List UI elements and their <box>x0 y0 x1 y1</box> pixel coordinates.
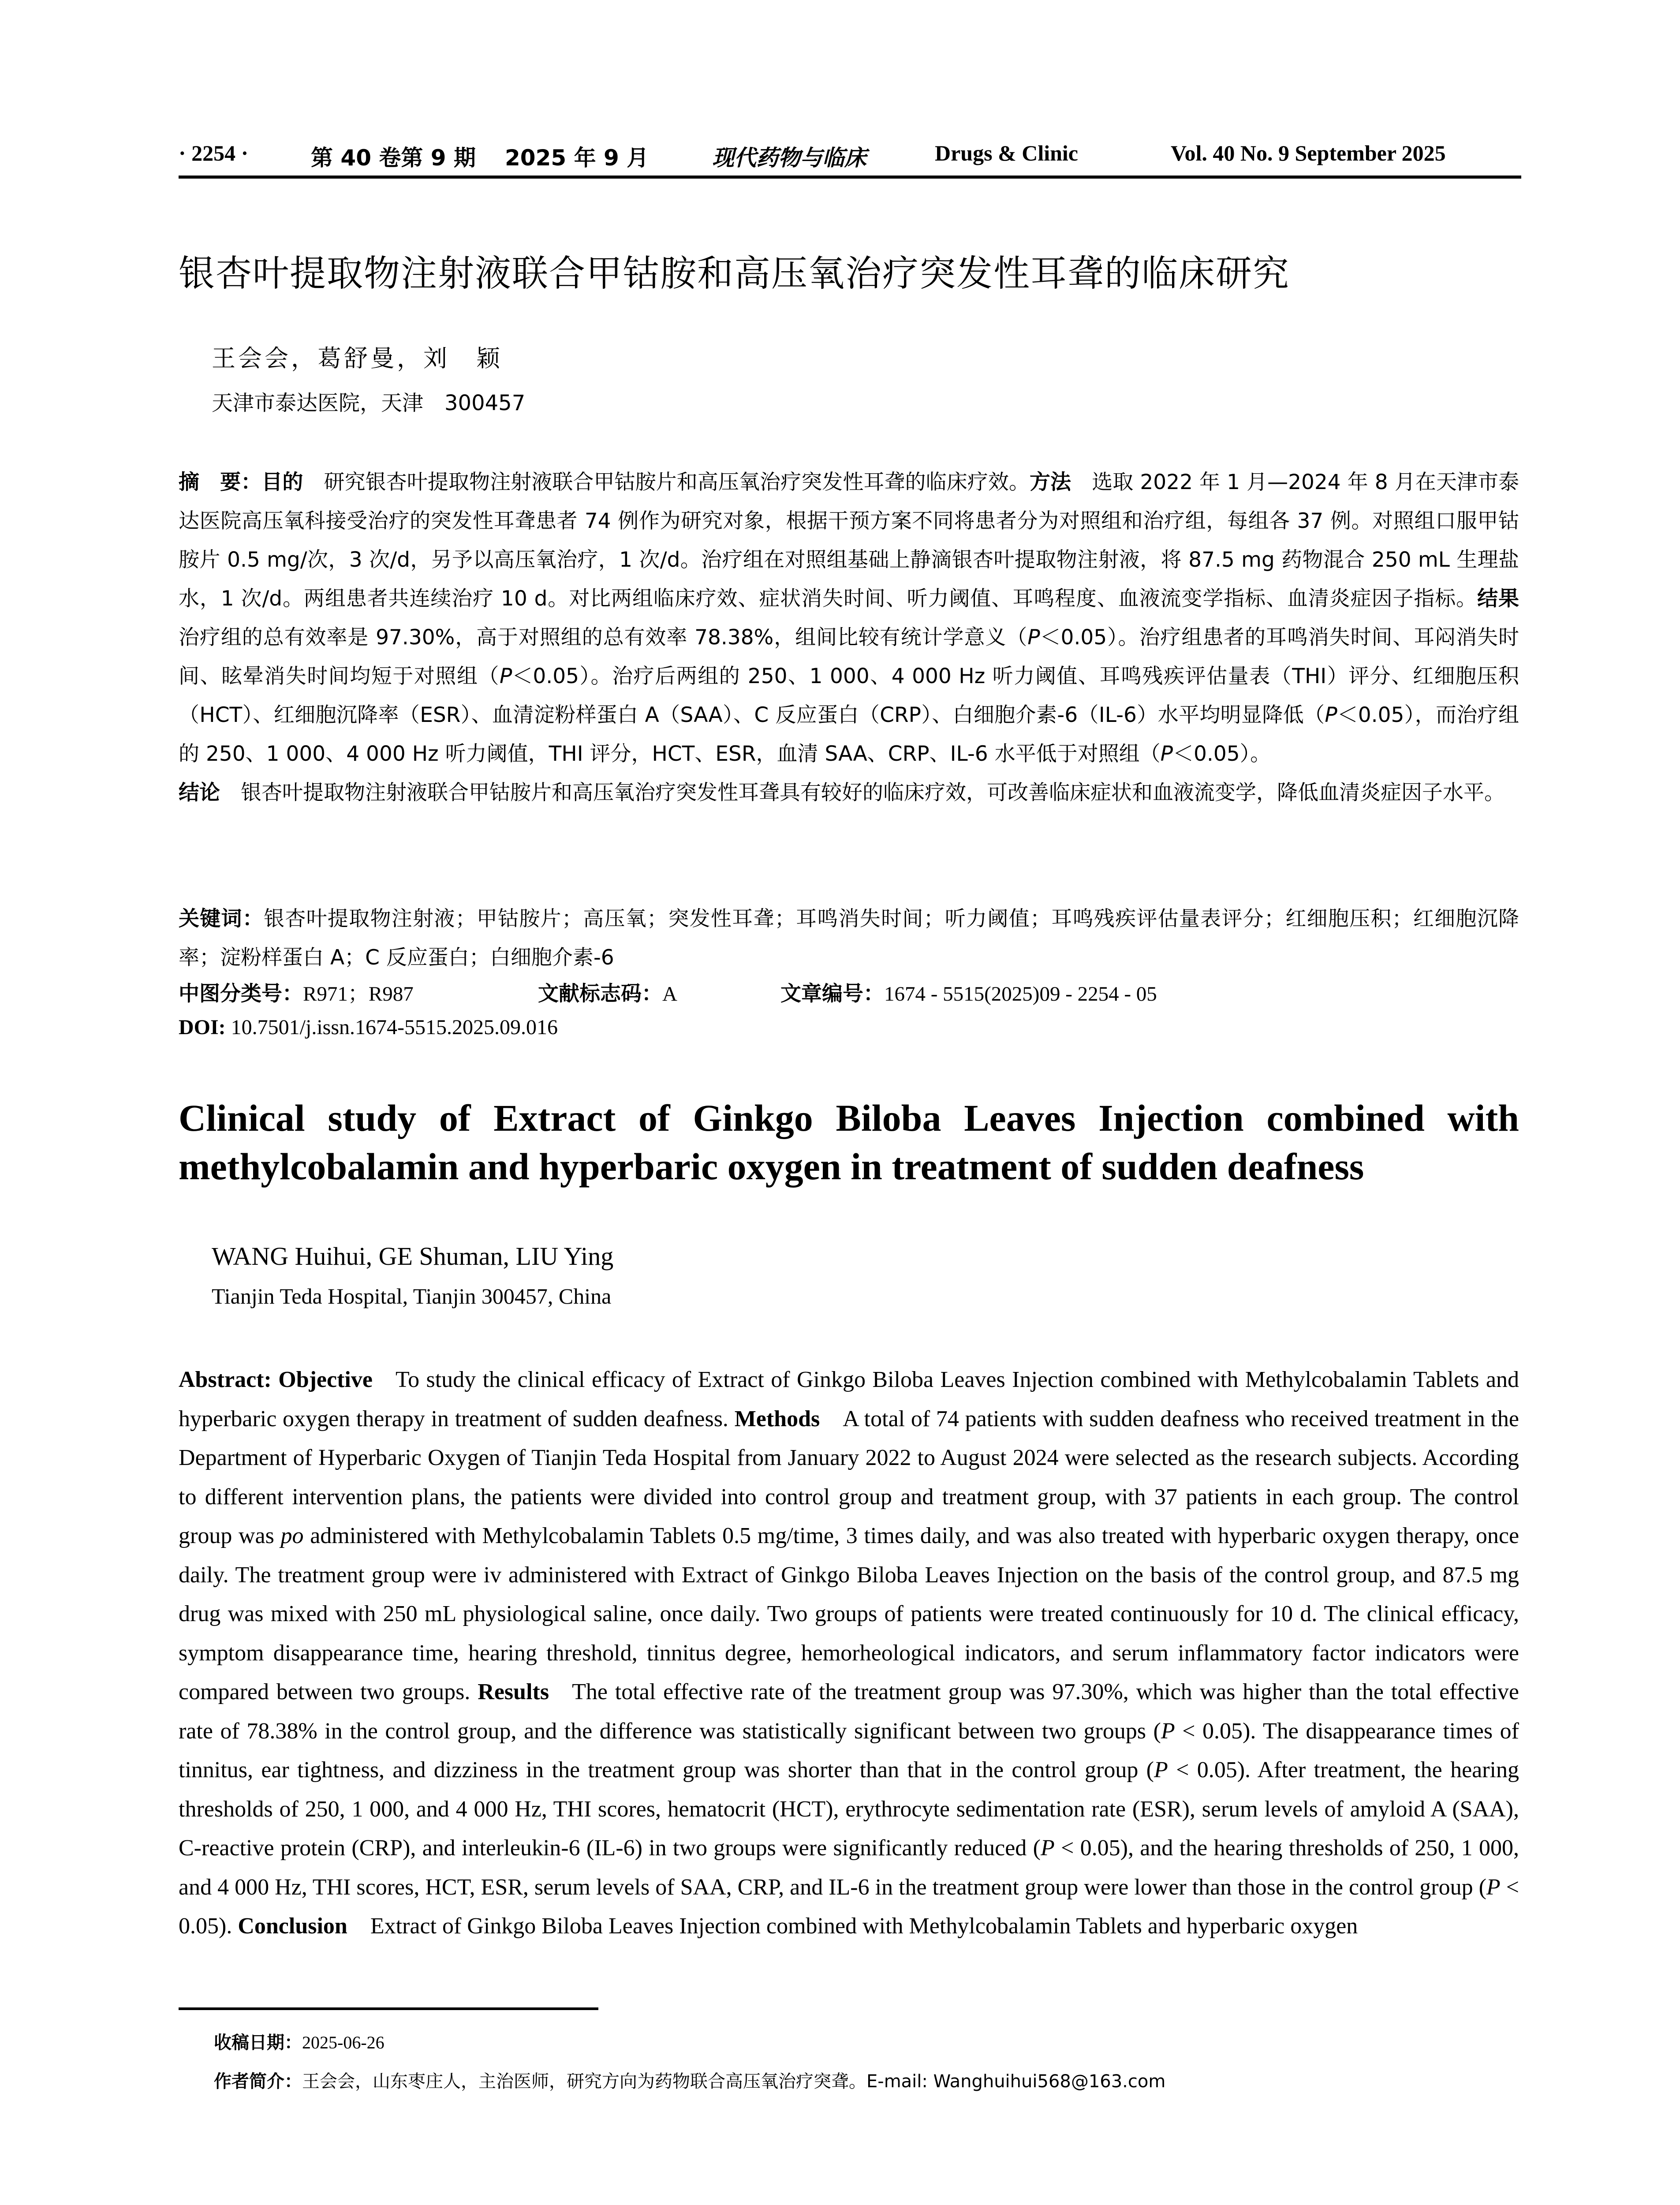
article-number-value: 1674 - 5515(2025)09 - 2254 - 05 <box>884 983 1157 1005</box>
abstract-cn <box>179 463 1519 812</box>
methods-label-en: Methods <box>734 1406 820 1431</box>
results-text-cn: ＜0.05）。治疗组患者的耳鸣消失时间、耳闷消失时间、眩晕消失时间均短于对照组（ <box>179 625 1519 688</box>
results-text-en: The total effective rate of the treatment group was 97.30%, which was higher than the total effective rate of 78.38% in the control group, and the difference was statistically significant between two groups ( <box>179 1679 1519 1744</box>
abstract-en <box>179 1360 1519 1946</box>
authors-en: WANG Huihui, GE Shuman, LIU Ying <box>212 1242 614 1271</box>
publication-date-cn: 2025 年 9 月 <box>505 145 649 171</box>
objective-text-cn: 研究银杏叶提取物注射液联合甲钴胺片和高压氧治疗突发性耳聋的临床疗效。 <box>324 470 1030 494</box>
keywords-text-cn: 银杏叶提取物注射液；甲钴胺片；高压氧；突发性耳聋；耳鸣消失时间；听力阈值；耳鸣残疾评估量表评分；红细胞压积；红细胞沉降率；淀粉样蛋白 A；C 反应蛋白；白细胞介素-6 <box>179 907 1519 970</box>
p-symbol: P <box>1027 625 1040 650</box>
header-rule <box>179 176 1521 179</box>
document-code-value: A <box>662 983 677 1005</box>
article-title-cn: 银杏叶提取物注射液联合甲钴胺和高压氧治疗突发性耳聋的临床研究 <box>179 253 1290 295</box>
conclusion-text-en: Extract of Ginkgo Biloba Leaves Injection combined with Methylcobalamin Tablets and hyperbaric oxygen <box>370 1913 1358 1939</box>
p-symbol: P <box>1161 1718 1175 1744</box>
document-code <box>538 977 677 1007</box>
objective-text-en: To study the clinical efficacy of Extract of Ginkgo Biloba Leaves Injection combined with Methylcobalamin Tablets and hyperbaric oxygen therapy in treatment of sudden deafness. <box>179 1367 1519 1431</box>
results-text-cn: ＜0.05）。 <box>1173 742 1271 766</box>
volume-issue-cn: 第 40 卷第 9 期 <box>311 145 476 171</box>
keywords-label-cn: 关键词： <box>179 907 264 931</box>
results-text-cn: ＜0.05）。治疗后两组的 250、1 000、4 000 Hz 听力阈值、耳鸣残疾评估量表（THI）评分、红细胞压积（HCT）、红细胞沉降率（ESR）、血清淀粉样蛋白 A（SAA）、C 反应蛋白（CRP）、白细胞介素-6（IL-6）水平均明显降低（ <box>179 664 1519 727</box>
abstract-label-cn: 摘 要： <box>179 470 262 494</box>
conclusion-label-cn: 结论 <box>179 781 220 805</box>
p-symbol: P <box>1486 1874 1501 1900</box>
conclusion-text-cn: 银杏叶提取物注射液联合甲钴胺片和高压氧治疗突发性耳聋具有较好的临床疗效，可改善临床症状和血液流变学，降低血清炎症因子水平。 <box>241 781 1505 805</box>
conclusion-label-en: Conclusion <box>238 1913 347 1939</box>
clc-value: R971；R987 <box>303 983 414 1005</box>
clc-number <box>179 977 414 1007</box>
methods-label-cn: 方法 <box>1029 470 1071 494</box>
results-text-cn: 治疗组的总有效率是 97.30%，高于对照组的总有效率 78.38%，组间比较有统计学意义（ <box>179 625 1028 650</box>
clc-label: 中图分类号： <box>179 982 303 1006</box>
article-title-en: Clinical study of Extract of Ginkgo Biloba Leaves Injection combined with methylcobalamin and hyperbaric oxygen in treatment of sudden deafness <box>179 1097 1519 1188</box>
footnote-rule <box>179 2007 598 2010</box>
running-header <box>179 140 1521 171</box>
article-number-label: 文章编号： <box>780 982 884 1006</box>
footnote-author-bio <box>214 2067 1165 2093</box>
journal-name-en: Drugs & Clinic <box>935 141 1078 165</box>
p-symbol: P <box>1325 703 1337 727</box>
results-label-en: Results <box>478 1679 549 1704</box>
doi <box>179 1015 558 1039</box>
author-bio-value: 王会会，山东枣庄人，主治医师，研究方向为药物联合高压氧治疗突聋。E-mail: Wanghuihui568@163.com <box>302 2071 1166 2092</box>
volume-issue-en: Vol. 40 No. 9 September 2025 <box>1171 141 1446 165</box>
affiliation-cn: 天津市泰达医院，天津 300457 <box>212 391 526 415</box>
results-text-en: < 0.05). <box>179 1874 1519 1939</box>
methods-text-cn: 选取 2022 年 1 月—2024 年 8 月在天津市泰达医院高压氧科接受治疗的突发性耳聋患者 74 例作为研究对象，根据干预方案不同将患者分为对照组和治疗组，每组各 37 例。对照组口服甲钴胺片 0.5 mg/次，3 次/d，另予以高压氧治疗，1 次/d。治疗组在对照组基础上静滴银杏叶提取物注射液，将 87.5 mg 药物混合 250 mL 生理盐水，1 次/d。两组患者共连续治疗 10 d。对比两组临床疗效、症状消失时间、听力阈值、耳鸣程度、血液流变学指标、血清炎症因子指标。 <box>179 470 1519 611</box>
results-text-en: < 0.05). After treatment, the hearing thresholds of 250, 1 000, and 4 000 Hz, THI scores, hematocrit (HCT), erythrocyte sedimentation rate (ESR), serum levels of amyloid A (SAA), C-reactive protein (CRP), and interleukin-6 (IL-6) in two groups were significantly reduced ( <box>179 1757 1519 1861</box>
methods-text-en: administered with Methylcobalamin Tablets 0.5 mg/time, 3 times daily, and was also treated with hyperbaric oxygen therapy, once daily. The treatment group were iv administered with Extract of Ginkgo Biloba Leaves Injection on the basis of the control group, and 87.5 mg drug was mixed with 250 mL physiological saline, once daily. Two groups of patients were treated continuously for 10 d. The clinical efficacy, symptom disappearance time, hearing threshold, tinnitus degree, hemorheological indicators, and serum inflammatory factor indicators were compared between two groups. <box>179 1523 1519 1704</box>
results-label-cn: 结果 <box>1477 587 1519 611</box>
results-text-cn: ＜0.05），而治疗组的 250、1 000、4 000 Hz 听力阈值，THI 评分，HCT、ESR，血清 SAA、CRP、IL-6 水平低于对照组（ <box>179 703 1519 766</box>
author-bio-label: 作者简介： <box>214 2071 302 2092</box>
authors-cn: 王会会，葛舒曼，刘 颖 <box>212 344 503 372</box>
p-symbol: P <box>1160 742 1173 766</box>
doi-label: DOI: <box>179 1016 226 1039</box>
doi-value[interactable]: 10.7501/j.issn.1674-5515.2025.09.016 <box>231 1016 558 1039</box>
methods-text-en: A total of 74 patients with sudden deafness who received treatment in the Department of Hyperbaric Oxygen of Tianjin Teda Hospital from January 2022 to August 2024 were selected as the research subjects. According to different intervention plans, the patients were divided into control group and treatment group, with 37 patients in each group. The control group was <box>179 1406 1519 1548</box>
journal-name-cn: 现代药物与临床 <box>712 145 866 171</box>
page-number: · 2254 · <box>179 141 249 165</box>
keywords-cn <box>179 900 1519 977</box>
results-text-en: < 0.05). The disappearance times of tinnitus, ear tightness, and dizziness in the treatment group was shorter than that in the control group ( <box>179 1718 1519 1783</box>
article-number <box>780 977 1157 1007</box>
document-code-label: 文献标志码： <box>538 982 662 1006</box>
results-text-en: < 0.05), and the hearing thresholds of 250, 1 000, and 4 000 Hz, THI scores, HCT, ESR, serum levels of SAA, CRP, and IL-6 in the treatment group were lower than those in the control group ( <box>179 1835 1519 1900</box>
objective-label-cn: 目的 <box>261 470 303 494</box>
abstract-objective-label-en: Abstract: Objective <box>179 1367 373 1392</box>
footnote-received-date <box>214 2029 385 2054</box>
p-symbol: P <box>500 664 512 688</box>
po-abbrev: po <box>280 1523 304 1548</box>
p-symbol: P <box>1040 1835 1055 1861</box>
received-value: 2025-06-26 <box>302 2033 385 2052</box>
received-label: 收稿日期： <box>214 2033 302 2053</box>
p-symbol: P <box>1154 1757 1168 1783</box>
affiliation-en: Tianjin Teda Hospital, Tianjin 300457, China <box>212 1284 612 1308</box>
